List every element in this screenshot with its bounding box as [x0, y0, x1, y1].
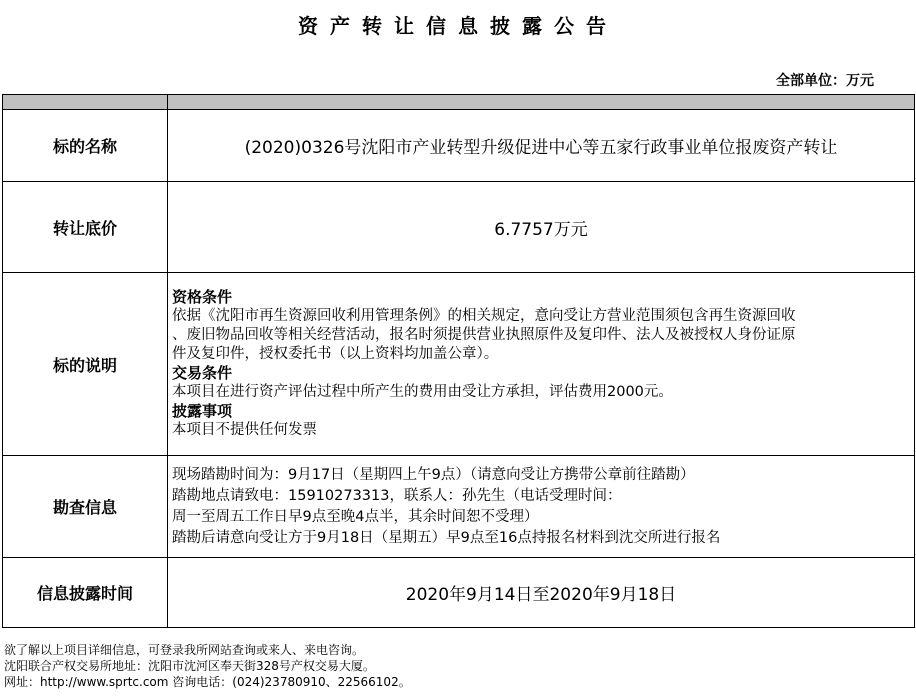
row-value-price: 6.7757万元 [168, 182, 915, 273]
table-row [3, 273, 915, 456]
footer-line-inquiry: 欲了解以上项目详细信息，可登录我所网站查询或来人、来电咨询。 [4, 643, 365, 657]
row-label-desc: 标的说明 [3, 273, 168, 456]
disclosure-title: 披露事项 [172, 402, 233, 420]
disclosure-table [2, 94, 915, 628]
row-value-name: (2020)0326号沈阳市产业转型升级促进中心等五家行政事业单位报废资产转让 [168, 110, 915, 182]
footer-line-contact: 网址：http://www.sprtc.com 咨询电话：(024)23780910、22566102。 [4, 675, 411, 689]
qualification-line: 件及复印件，授权委托书（以上资料均加盖公章）。 [172, 346, 499, 362]
table-row [3, 110, 915, 182]
unit-label: 全部单位：万元 [776, 73, 874, 89]
table-row [3, 182, 915, 273]
qualification-title: 资格条件 [172, 288, 233, 306]
row-value-period: 2020年9月14日至2020年9月18日 [168, 558, 915, 628]
page-title: 资产转让信息披露公告 [298, 14, 618, 38]
qualification-line: 、废旧物品回收等相关经营活动，报名时须提供营业执照原件及复印件、法人及被授权人身份证原 [172, 327, 796, 343]
table-header-row [3, 95, 915, 110]
row-label-period: 信息披露时间 [3, 558, 168, 628]
footer-line-address: 沈阳联合产权交易所地址：沈阳市沈河区奉天街328号产权交易大厦。 [4, 659, 375, 673]
header-cell-left [3, 95, 168, 110]
row-label-survey: 勘查信息 [3, 456, 168, 558]
row-label-price: 转让底价 [3, 182, 168, 273]
table-row [3, 456, 915, 558]
trade-title: 交易条件 [172, 364, 233, 382]
row-value-desc [168, 273, 915, 456]
survey-line: 现场踏勘时间为：9月17日（星期四上午9点）（请意向受让方携带公章前往踏勘） [172, 466, 695, 483]
qualification-line: 依据《沈阳市再生资源回收利用管理条例》的相关规定，意向受让方营业范围须包含再生资源回收 [172, 308, 796, 324]
survey-line: 周一至周五工作日早9点至晚4点半，其余时间恕不受理） [172, 508, 539, 525]
disclosure-text: 本项目不提供任何发票 [172, 422, 317, 438]
header-cell-right [168, 95, 915, 110]
trade-text: 本项目在进行资产评估过程中所产生的费用由受让方承担，评估费用2000元。 [172, 384, 673, 400]
table-row [3, 558, 915, 628]
row-label-name: 标的名称 [3, 110, 168, 182]
survey-line: 踏勘后请意向受让方于9月18日（星期五）早9点至16点持报名材料到沈交所进行报名 [172, 529, 721, 546]
row-value-survey [168, 456, 915, 558]
survey-line: 踏勘地点请致电：15910273313，联系人：孙先生（电话受理时间： [172, 487, 622, 504]
